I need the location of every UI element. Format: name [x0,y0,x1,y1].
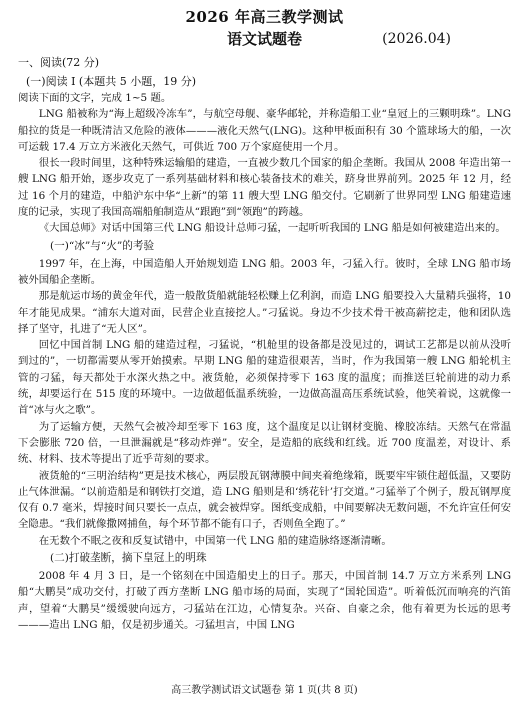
paragraph: 为了运输方便，天然气会被冷却至零下 163 度，这个温度足以让钢材变脆、橡胶冻结。天然气在常温下会膨胀 720 倍，一旦泄漏就是“移动炸弹”。安全，是造船的底线和红线。近 700 度温差，对设计、系统、材料、技术等提出了近乎苛刻的要求。 [18,420,511,466]
paragraph: 2008 年 4 月 3 日，是一个铭刻在中国造船史上的日子。那天，中国首制 14.7 万立方米系列 LNG 船“大鹏昊”成功交付，打破了西方垄断 LNG 船市场的局面，实现了“国轮国造”。听着低沉而响亮的汽笛声，望着“大鹏昊”缓缓驶向远方，刁猛站在江边，心情复杂。兴奋、自豪之余，他有着更为长远的思考———造出 LNG 船，仅是初步通关。刁猛坦言，中国 LNG [18,570,511,631]
exam-date: (2026.04) [382,31,451,47]
paragraph: 液货舱的“三明治结构”更是技术核心，两层殷瓦钢薄膜中间夹着绝缘箱，既要牢牢锁住超低温，又要防止气体泄漏。“以前造船是和钢铁打交道，造 LNG 船则是和‘绣花针’打交道。”刁猛举了个例子，殷瓦钢厚度仅有 0.7 毫米，焊接时间只要长一点点，就会被焊穿。图纸变成船，中间要解决无数问题，不允许宣任何安全隐患。“我们就像撒网捕鱼，每个环节都不能有口子，否则鱼全跑了。” [18,469,511,531]
paragraph: 那是航运市场的黄金年代，造一般散货船就能轻松赚上亿利润，而造 LNG 船要投入大量精兵强将，10 年才能见成果。“浦东大道对面，民营企业直接挖人。”刁猛说。身边不少技术骨干被高薪挖走，他和团队选择了坚守，扎进了“无人区”。 [18,290,511,335]
paragraph: 1997 年，在上海，中国造船人开始规划造 LNG 船。2003 年，刁猛入行。彼时，全球 LNG 船市场被外国船企垄断。 [18,257,511,286]
section-heading: 一、阅读(72 分) [18,56,100,69]
paragraph: LNG 船被称为“海上超级冷冻车”，与航空母舰、豪华邮轮，并称造船工业“皇冠上的三颗明珠”。LNG 船拉的货是一种既清洁又危险的液体———液化天然气(LNG)。这种甲板面积有 30 个篮球场大的船，一次可运载 17.4 万立方米液化天然气，可供近 700 万个家庭使用一个月。 [18,108,511,153]
part-heading-1: (一)“冰”与“火”的考验 [50,239,155,252]
paragraph: 《大国总师》对话中国第三代 LNG 船设计总师刁猛，一起听听我国的 LNG 船是如何被建造出来的。 [38,222,506,235]
subsection-heading: (一)阅读 I (本题共 5 小题，19 分) [26,75,196,88]
paragraph: 很长一段时间里，这种特殊运输船的建造，一直被少数几个国家的船企垄断。我国从 2008 年造出第一艘 LNG 船开始，逐步攻克了一系列基础材料和核心装备技术的难关，跻身世界前列。2025 年 12 月，经过 16 个月的建造，中船沪东中华“上新”的第 11 艘大型 LNG 船交付。它刷新了世界同型 LNG 船建造速度的记录，实现了我国高端船舶制造从“跟跑”到“领跑”的跨越。 [18,157,511,219]
exam-subtitle [18,29,511,49]
page-footer: 高三教学测试语文试题卷 第 1 页(共 8 页) [171,685,358,696]
instruction: 阅读下面的文字，完成 1~5 题。 [18,92,172,104]
exam-title: 2026 年高三教学测试 [185,8,344,26]
subtitle-text: 语文试题卷 [226,30,302,48]
paragraph: 回忆中国首制 LNG 船的建造过程，刁猛说，“机舱里的设备都是没见过的，调试工艺都是以前从没听到过的”，一切都需要从零开始摸索。早期 LNG 船的建造很艰苦，当时，作为我国第一艘 LNG 船轮机主管的刁猛，每天都处于水深火热之中。液货舱，必须保持零下 163 度的温度；而推送巨轮前进的动力系统，却要运行在 515 度的环境中。一边做超低温系统验，一边做高温高压系统试验，他笑着说，这就像一首“冰与火之歌”。 [18,339,511,417]
paragraph: 在无数个不眠之夜和反复试错中，中国第一代 LNG 船的建造脉络逐渐清晰。 [38,534,392,547]
part-heading-2: (二)打破垄断，摘下皇冠上的明珠 [50,552,207,565]
